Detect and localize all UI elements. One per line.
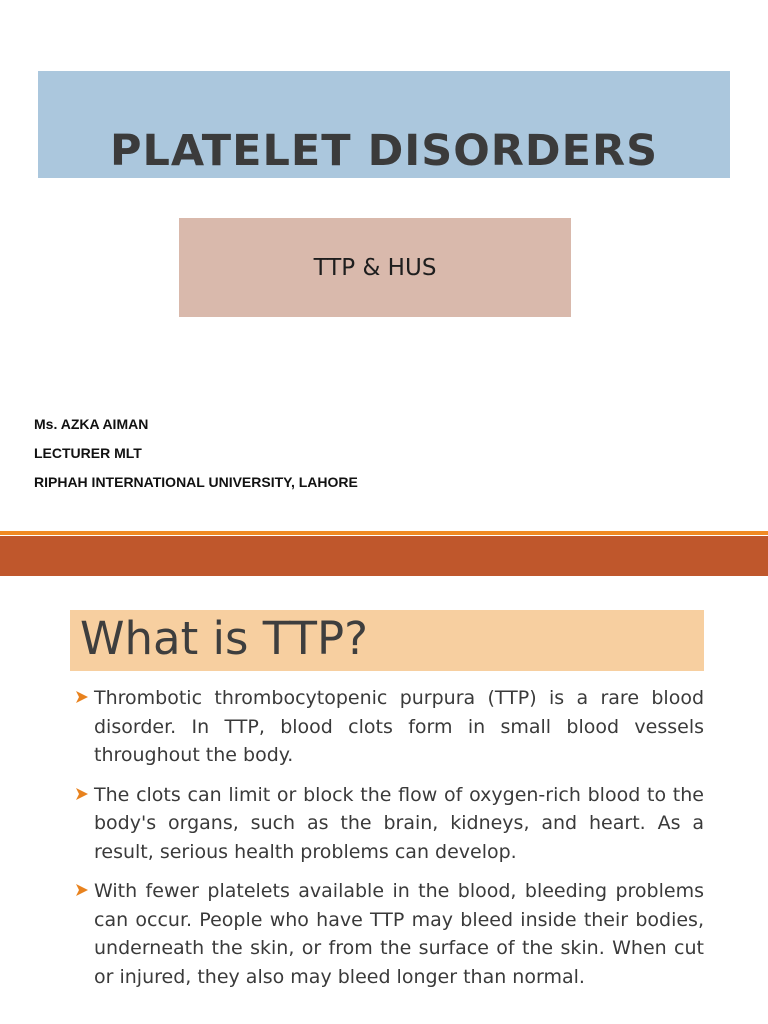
- arrow-bullet-icon: [74, 684, 90, 712]
- author-institution: RIPHAH INTERNATIONAL UNIVERSITY, LAHORE: [34, 474, 358, 490]
- subtitle-box: [179, 218, 571, 317]
- bullet-item: [74, 877, 704, 991]
- arrow-bullet-icon: [74, 781, 90, 809]
- bullet-item: [74, 781, 704, 867]
- slide-title: PLATELET DISORDERS: [109, 126, 659, 176]
- bullet-item: [74, 684, 704, 770]
- bullet-text: With fewer platelets available in the blood, bleeding problems can occur. People who have TTP may bleed inside their bodies, underneath the skin, or from the surface of the skin. When cut or injured, they also may bleed longer than normal.: [94, 880, 704, 988]
- arrow-bullet-icon: [74, 877, 90, 905]
- slide-divider-band: [0, 536, 768, 576]
- slide-divider-line: [0, 531, 768, 535]
- author-position: LECTURER MLT: [34, 445, 142, 461]
- slide2-heading: What is TTP?: [80, 612, 368, 665]
- bullet-text: Thrombotic thrombocytopenic purpura (TTP) is a rare blood disorder. In TTP, blood clots form in small blood vessels throughout the body.: [94, 687, 704, 766]
- author-name: Ms. AZKA AIMAN: [34, 416, 149, 432]
- author-block: [34, 413, 358, 500]
- bullet-list: [74, 684, 704, 1002]
- bullet-text: The clots can limit or block the flow of oxygen-rich blood to the body's organs, such as the brain, kidneys, and heart. As a result, serious health problems can develop.: [94, 783, 704, 863]
- slide-subtitle: TTP & HUS: [313, 254, 437, 281]
